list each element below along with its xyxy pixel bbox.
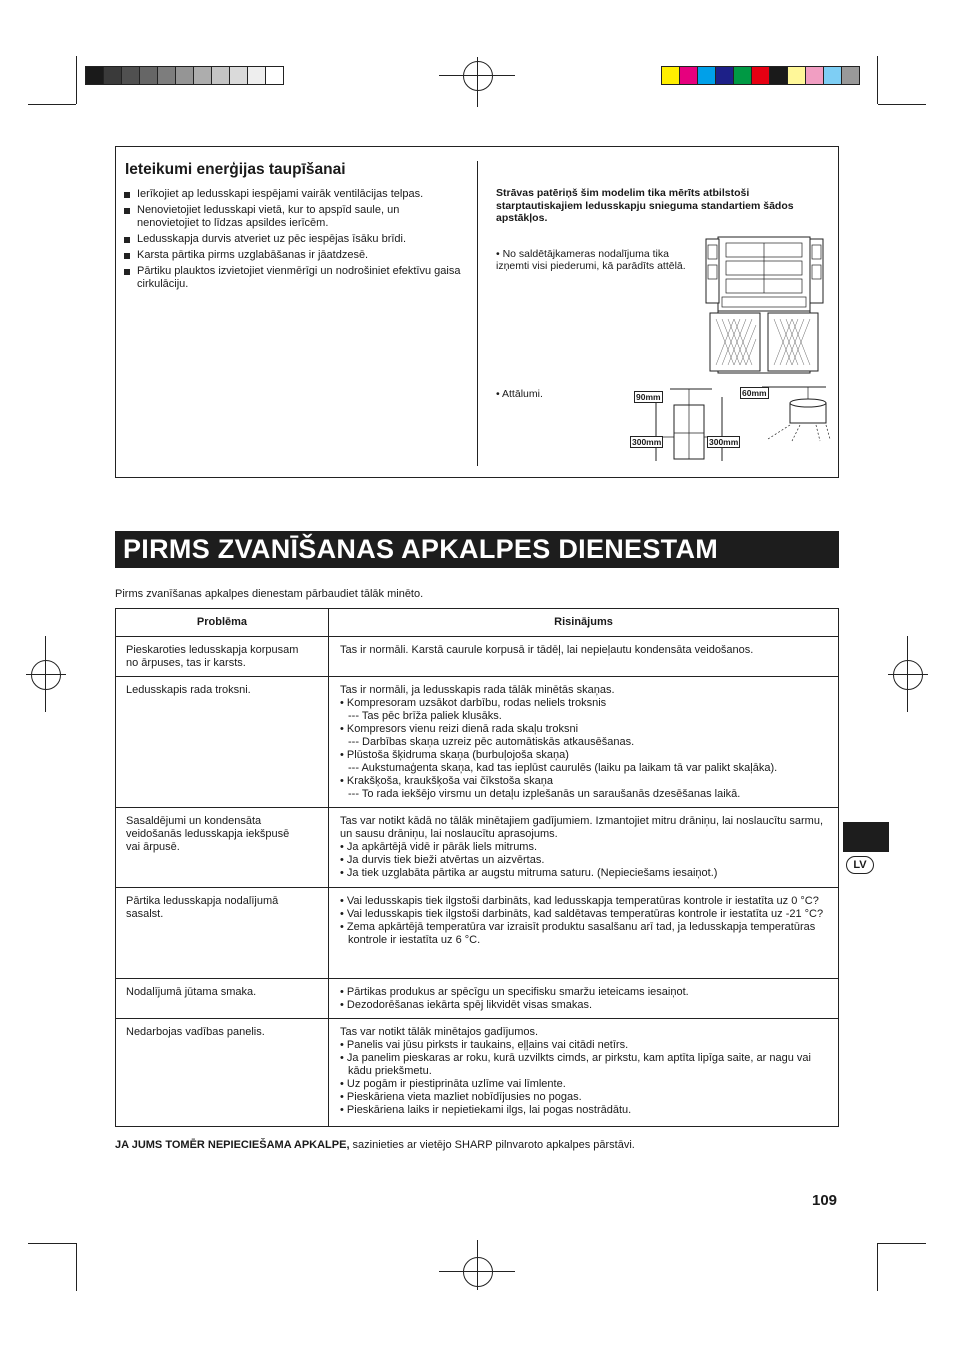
energy-saving-box [115, 146, 839, 478]
solution-cell [329, 1019, 839, 1127]
color-swatch [212, 67, 230, 84]
solution-text: • Kompresoram uzsākot darbību, rodas neliels troksnis [340, 697, 607, 709]
footer-note-bold: JA JUMS TOMĒR NEPIECIEŠAMA APKALPE, [115, 1139, 350, 1151]
problem-cell [116, 677, 329, 808]
color-swatch [698, 67, 716, 84]
footer-note-text: sazinieties ar vietējo SHARP pilnvaroto apkalpes pārstāvi. [349, 1139, 635, 1151]
clearance-label-300mm-right: 300mm [709, 437, 739, 447]
color-swatch [194, 67, 212, 84]
problem-text: veidošanās ledusskapja iekšpusē [126, 828, 290, 840]
consumption-intro: Strāvas patēriņš šim modelim tika mērīts atbilstoši starptautiskajiem ledusskapju snieguma standartiem šādos apstākļos. [496, 187, 794, 224]
problem-text: Ledusskapis rada troksni. [126, 684, 251, 696]
color-swatch [176, 67, 194, 84]
language-badge: LV [846, 856, 874, 874]
table-row [116, 677, 839, 808]
color-swatch [680, 67, 698, 84]
color-swatch [716, 67, 734, 84]
problem-text: Pārtika ledusskapja nodalījumā [126, 895, 279, 907]
color-swatch [158, 67, 176, 84]
solution-cell [329, 808, 839, 888]
column-header-solution: Risinājums [329, 609, 839, 637]
distances-note: • Attālumi. [496, 388, 543, 400]
energy-tip: Ierīkojiet ap ledusskapi iespējami vairāk ventilācijas telpas. [124, 188, 464, 201]
grayscale-color-bar [85, 66, 284, 85]
solution-text: --- Tas pēc brīža paliek klusāks. [348, 710, 502, 722]
table-header-row [116, 609, 839, 637]
solution-text: • Panelis vai jūsu pirksts ir taukains, eļļains vai citādi netīrs. [340, 1039, 629, 1051]
column-header-problem: Problēma [116, 609, 329, 637]
solution-cell [329, 677, 839, 808]
problem-cell [116, 979, 329, 1019]
solution-text: Tas var notikt tālāk minētajos gadījumos. [340, 1026, 539, 1038]
clearance-label-60mm: 60mm [742, 388, 767, 398]
section-heading: PIRMS ZVANĪŠANAS APKALPES DIENESTAM [123, 534, 719, 564]
problem-cell [116, 637, 329, 677]
color-swatch [842, 67, 859, 84]
problem-text: Pieskaroties ledusskapja korpusam [126, 644, 299, 656]
problem-text: Sasaldējumi un kondensāta [126, 815, 262, 827]
problem-text: Nedarbojas vadības panelis. [126, 1026, 265, 1038]
solution-text: • Krakšķoša, kraukšķoša vai čīkstoša skaņa [340, 775, 553, 787]
solution-text: • Zema apkārtējā temperatūra var izraisīt produktu sasalšanu arī tad, ja ledusskapja temperatūras kontrole ir iestatīta uz 6 °C. [340, 921, 816, 946]
color-swatch [824, 67, 842, 84]
section-banner [115, 531, 839, 568]
color-swatch [248, 67, 266, 84]
language-side-tab [843, 822, 889, 852]
problem-text: no ārpuses, tas ir karsts. [126, 657, 246, 669]
solution-text: • Ja tiek uzglabāta pārtika ar augstu mitruma saturu. (Nepieciešams iesaiņot.) [340, 867, 718, 879]
color-swatch [806, 67, 824, 84]
color-swatch [140, 67, 158, 84]
problem-text: Nodalījumā jūtama smaka. [126, 986, 257, 998]
problem-cell [116, 888, 329, 979]
column-divider [477, 161, 478, 466]
solution-text: --- Darbības skaņa uzreiz pēc automātiskās atkausēšanas. [348, 736, 635, 748]
color-swatch [734, 67, 752, 84]
table-row [116, 979, 839, 1019]
color-swatch [122, 67, 140, 84]
solution-text: • Uz pogām ir piestiprināta uzlīme vai līmlente. [340, 1078, 566, 1090]
solution-text: --- To rada iekšējo virsmu un detaļu izplešanās un saraušanās dzesēšanas laikā. [348, 788, 741, 800]
solution-text: • Dezodorēšanas iekārta spēj likvidēt visas smakas. [340, 999, 593, 1011]
accessories-note: • No saldētājkameras nodalījuma tika izņemti visi piederumi, kā parādīts attēlā. [496, 248, 686, 272]
energy-title: Ieteikumi enerģijas taupīšanai [125, 161, 346, 178]
clearance-label-300mm-left: 300mm [632, 437, 662, 447]
color-swatch [86, 67, 104, 84]
solution-text: Tas ir normāli. Karstā caurule korpusā ir tādēļ, lai nepieļautu kondensāta veidošanos. [340, 644, 754, 656]
fridge-interior-illustration [704, 235, 826, 375]
process-color-bar [661, 66, 860, 85]
footer-note [115, 1139, 635, 1151]
problem-cell [116, 1019, 329, 1127]
energy-tip: Karsta pārtika pirms uzglabāšanas ir jāatdzesē. [124, 249, 464, 262]
color-swatch [752, 67, 770, 84]
energy-tip: Ledusskapja durvis atveriet uz pēc iespējas īsāku brīdi. [124, 233, 464, 246]
solution-text: • Kompresors vienu reizi dienā rada skaļu troksni [340, 723, 579, 735]
table-row [116, 888, 839, 979]
color-swatch [230, 67, 248, 84]
color-swatch [788, 67, 806, 84]
solution-text: • Vai ledusskapis tiek ilgstoši darbināts, kad saldētavas temperatūras kontrole ir iestatīta uz -21 °C? [340, 908, 824, 920]
color-swatch [266, 67, 283, 84]
page-number: 109 [812, 1192, 838, 1209]
solution-text: • Ja panelim pieskaras ar roku, kurā uzvilkts cimds, ar pirkstu, kam aptīta lipīga saite, ar nagu vai kādu priekšmetu. [340, 1052, 811, 1077]
energy-tips-list [124, 188, 464, 294]
solution-cell [329, 637, 839, 677]
energy-tip: Nenovietojiet ledusskapi vietā, kur to apspīd saule, un nenovietojiet to līdzas apsildes ierīcēm. [124, 204, 464, 230]
solution-cell [329, 979, 839, 1019]
table-row [116, 808, 839, 888]
table-row [116, 637, 839, 677]
solution-text: • Pieskāriena laiks ir nepietiekami ilgs, lai pogas nostrādātu. [340, 1104, 632, 1116]
table-body [116, 637, 839, 1127]
troubleshooting-table [115, 608, 839, 1127]
top-clearance-diagram [762, 385, 832, 447]
solution-text: Tas var notikt kādā no tālāk minētajiem gadījumiem. Izmantojiet mitru drāniņu, lai noslaucītu sarmu, un sausu drāniņu, lai noslaucītu aprasojums. [340, 815, 823, 840]
clearance-label-90mm: 90mm [636, 392, 661, 402]
solution-cell [329, 888, 839, 979]
solution-text: • Ja apkārtējā vidē ir pārāk liels mitrums. [340, 841, 538, 853]
table-row [116, 1019, 839, 1127]
solution-text: • Pieskāriena vieta mazliet nobīdījusies no pogas. [340, 1091, 582, 1103]
color-swatch [770, 67, 788, 84]
solution-text: • Ja durvis tiek bieži atvērtas un aizvērtas. [340, 854, 545, 866]
color-swatch [104, 67, 122, 84]
solution-text: • Pārtikas produkus ar spēcīgu un specifisku smaržu ieteicams iesaiņot. [340, 986, 689, 998]
solution-text: Tas ir normāli, ja ledusskapis rada tālāk minētās skaņas. [340, 684, 615, 696]
problem-text: vai ārpusē. [126, 841, 180, 853]
solution-text: • Plūstoša šķidruma skaņa (burbuļojoša skaņa) [340, 749, 569, 761]
energy-tip: Pārtiku plauktos izvietojiet vienmērīgi un nodrošiniet efektīvu gaisa cirkulāciju. [124, 265, 464, 291]
solution-text: --- Aukstumaģenta skaņa, kad tas ieplūst caurulēs (laiku pa laikam tā var palikt skaļāka). [348, 762, 778, 774]
problem-cell [116, 808, 329, 888]
intro-text: Pirms zvanīšanas apkalpes dienestam pārbaudiet tālāk minēto. [115, 588, 424, 600]
solution-text: • Vai ledusskapis tiek ilgstoši darbināts, kad ledusskapja temperatūras kontrole ir iestatīta uz 0 °C? [340, 895, 819, 907]
color-swatch [662, 67, 680, 84]
problem-text: sasalst. [126, 908, 164, 920]
